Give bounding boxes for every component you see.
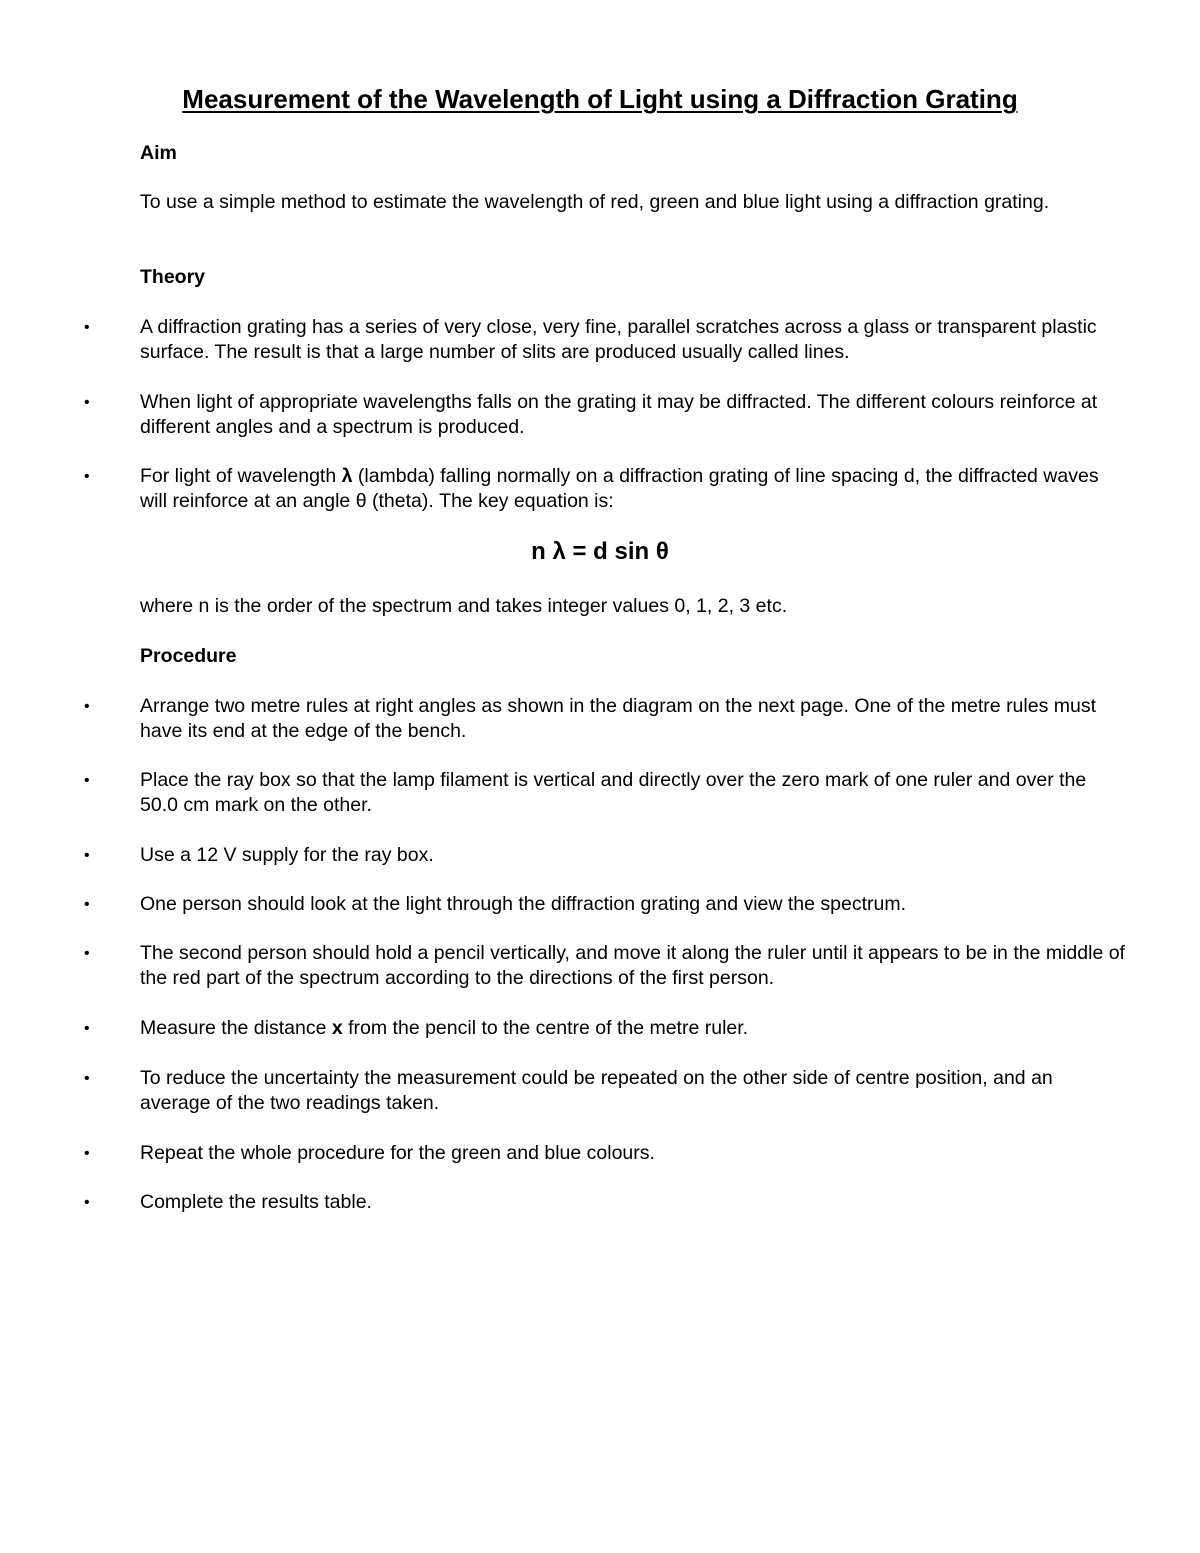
bullet-marker: • (84, 896, 90, 913)
bullet-marker: • (84, 847, 90, 864)
theory-heading: Theory (140, 266, 206, 288)
bullet-marker: • (84, 468, 90, 485)
procedure-bullet-1: Arrange two metre rules at right angles as shown in the diagram on the next page. One of the metre rules must have its end at the edge of the bench. (140, 695, 1097, 742)
page-title: Measurement of the Wavelength of Light using a Diffraction Grating (182, 84, 1018, 114)
lambda-symbol: λ (341, 465, 353, 487)
procedure-bullet-5: The second person should hold a pencil vertically, and move it along the ruler until it appears to be in the middle of the red part of the spectrum according to the directions of the first person. (140, 942, 1125, 989)
aim-heading: Aim (140, 142, 177, 164)
procedure-bullet-9: Complete the results table. (140, 1191, 372, 1213)
procedure-heading: Procedure (140, 645, 237, 667)
bullet-marker: • (84, 319, 90, 336)
theory-bullet-3 (140, 464, 1125, 514)
procedure-bullet-6 (140, 1016, 1125, 1041)
procedure-bullet-2: Place the ray box so that the lamp filament is vertical and directly over the zero mark of one ruler and over the 50.0 cm mark on the other. (140, 769, 1087, 816)
procedure-bullet-6-text-end: from the pencil to the centre of the metre ruler. (342, 1017, 749, 1039)
theory-bullet-3-text-start: For light of wavelength (140, 465, 342, 487)
equation-note: where n is the order of the spectrum and takes integer values 0, 1, 2, 3 etc. (140, 595, 788, 617)
procedure-bullet-3: Use a 12 V supply for the ray box. (140, 844, 434, 866)
bullet-marker: • (84, 698, 90, 715)
aim-text: To use a simple method to estimate the wavelength of red, green and blue light using a diffraction grating. (140, 191, 1050, 213)
procedure-bullet-7: To reduce the uncertainty the measurement could be repeated on the other side of centre position, and an average of the two readings taken. (140, 1067, 1053, 1114)
theory-bullet-2: When light of appropriate wavelengths falls on the grating it may be diffracted. The different colours reinforce at different angles and a spectrum is produced. (140, 391, 1098, 438)
bullet-marker: • (84, 1070, 90, 1087)
theory-bullet-1: A diffraction grating has a series of very close, very fine, parallel scratches across a glass or transparent plastic surface. The result is that a large number of slits are produced usually called lines. (140, 316, 1097, 363)
procedure-bullet-4: One person should look at the light through the diffraction grating and view the spectrum. (140, 893, 907, 915)
bullet-marker: • (84, 394, 90, 411)
bullet-marker: • (84, 1020, 90, 1037)
bullet-marker: • (84, 945, 90, 962)
bullet-marker: • (84, 1194, 90, 1211)
bullet-marker: • (84, 772, 90, 789)
key-equation: n λ = d sin θ (531, 538, 669, 565)
procedure-bullet-6-text-start: Measure the distance (140, 1017, 332, 1039)
distance-symbol: x (331, 1017, 343, 1039)
procedure-bullet-8: Repeat the whole procedure for the green and blue colours. (140, 1142, 655, 1164)
theory-bullet-3-text-end: (lambda) falling normally on a diffraction grating of line spacing d, the diffracted waves will reinforce at an angle θ (theta). The key equation is: (140, 465, 1099, 512)
bullet-marker: • (84, 1145, 90, 1162)
